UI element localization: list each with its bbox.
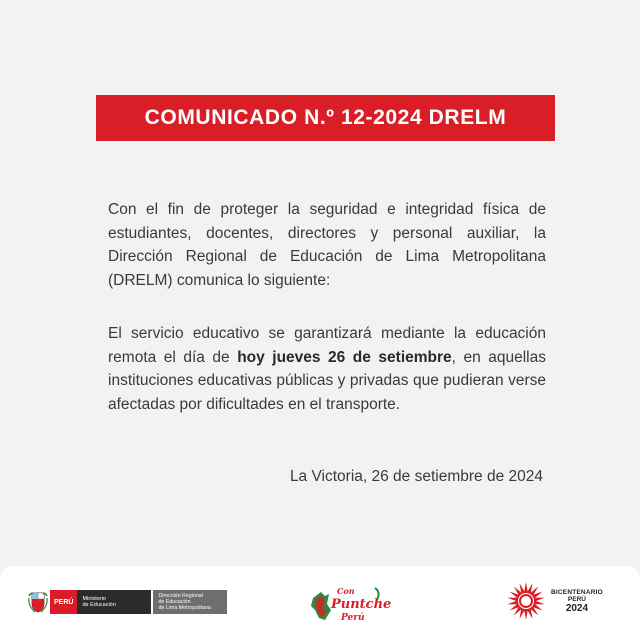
drelm-label: Dirección Regional de Educación de Lima Metropolitana: [153, 590, 227, 614]
minedu-logo: [28, 590, 227, 614]
announcement-text-after: , en aquellas instituciones educativas públicas y privadas que pudieran verse afectadas por dificultades en el transporte.: [108, 348, 546, 413]
page-title: COMUNICADO N.º 12-2024 DRELM: [144, 106, 507, 129]
announcement-date-highlight: hoy jueves 26 de setiembre: [237, 348, 452, 366]
peru-label: PERÚ: [50, 590, 77, 614]
bicentenario-text: BICENTENARIO PERÚ 2024: [551, 588, 603, 614]
svg-text:Perú: Perú: [341, 613, 365, 623]
peru-coat-of-arms-icon: [28, 590, 48, 614]
title-banner: [96, 95, 555, 141]
signoff-place-date: La Victoria, 26 de setiembre de 2024: [289, 468, 543, 485]
con-puntche-peru-logo: [307, 580, 392, 626]
announcement-text-before: El servicio educativo se garantizará mediante la educación remota el día de: [108, 325, 546, 366]
announcement-paragraph: [108, 322, 546, 416]
bicentenario-logo: [505, 580, 603, 622]
bicentenario-emblem-icon: [505, 580, 547, 622]
svg-text:Puntche: Puntche: [331, 597, 392, 612]
footer-logos: [0, 566, 640, 640]
intro-paragraph: Con el fin de proteger la seguridad e integridad física de estudiantes, docentes, directores y personal auxiliar, la Dirección Regional de Educación de Lima Metropolitana (DRELM) comunica lo siguiente:: [108, 201, 546, 289]
svg-text:Con: Con: [337, 586, 355, 596]
ministerio-label: Ministerio de Educación: [77, 590, 151, 614]
